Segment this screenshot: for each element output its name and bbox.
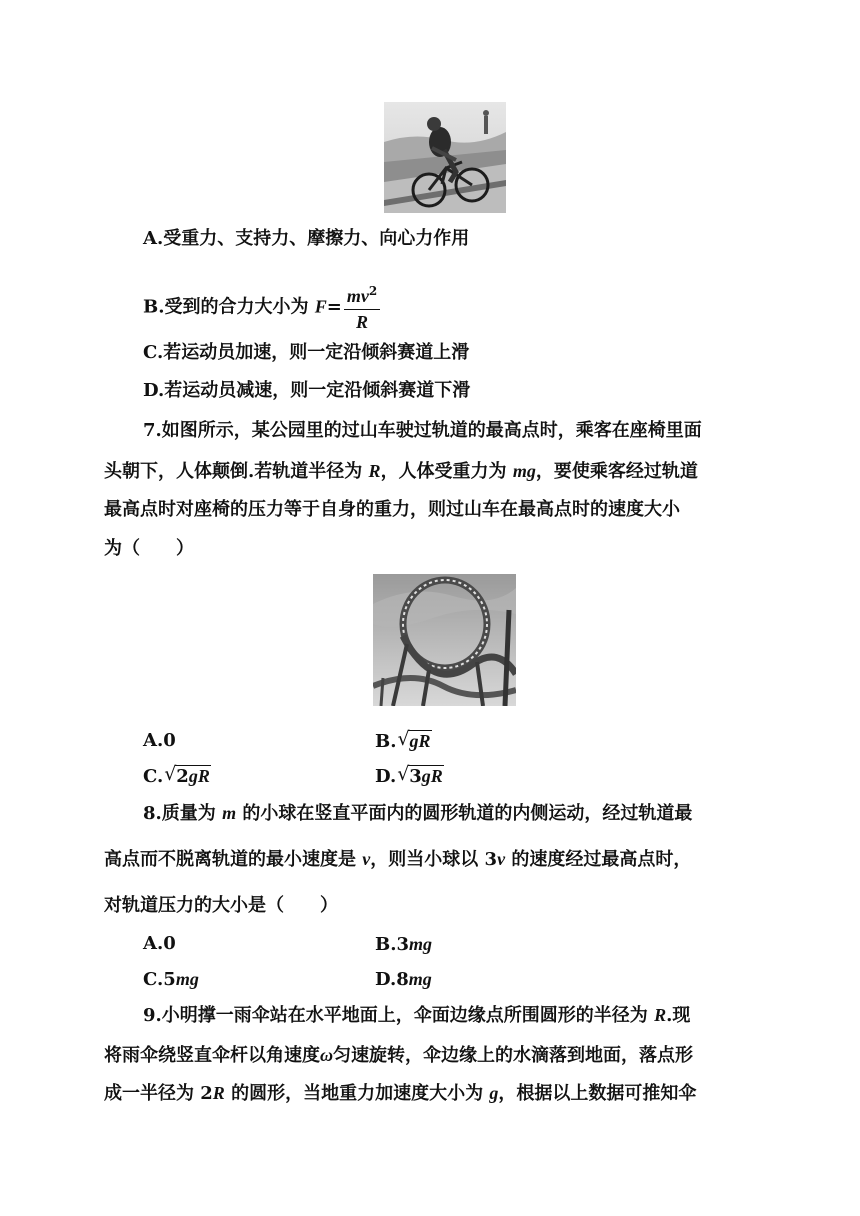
q9-omega-var: ω xyxy=(320,1045,334,1065)
q9-line3-c: ，根据以上数据可推知伞 xyxy=(498,1083,697,1104)
q9-line1-b: .现 xyxy=(666,1005,691,1026)
q7-option-c-sqrt xyxy=(164,765,211,788)
q6-option-b-equals: = xyxy=(326,296,342,318)
q8-stem-line1 xyxy=(143,802,692,825)
q6-frac-den: R xyxy=(356,312,369,332)
q6-option-a: A.受重力、支持力、摩擦力、向心力作用 xyxy=(143,228,470,249)
q7-stem-line3: 最高点时对座椅的压力等于自身的重力，则过山车在最高点时的速度大小 xyxy=(104,499,680,520)
q7-option-b-label: B. xyxy=(375,731,397,752)
q8-line2-b: ，则当小球以 3 xyxy=(370,849,498,870)
q9-gravity-var: g xyxy=(489,1083,499,1103)
q7-option-c-label: C. xyxy=(143,766,164,787)
q8-line1-a: 8.质量为 xyxy=(143,803,223,824)
q7-line2-c: ，要使乘客经过轨道 xyxy=(535,461,698,482)
q6-option-b-prefix: B.受到的合力大小为 xyxy=(143,296,315,318)
q7-option-b-sqrt xyxy=(397,730,431,753)
q9-radius-var: R xyxy=(654,1005,667,1025)
q8-option-d-var: mg xyxy=(408,969,432,989)
cyclist-photo xyxy=(384,102,506,213)
q8-option-c-var: mg xyxy=(175,969,199,989)
q8-option-c xyxy=(143,969,199,990)
q9-stem-line2 xyxy=(104,1044,693,1067)
q7-stem-line2 xyxy=(104,460,698,483)
q9-line2-a: 将雨伞绕竖直伞杆以角速度 xyxy=(104,1045,320,1066)
q7-option-d xyxy=(375,765,444,788)
q8-line1-b: 的小球在竖直平面内的圆形轨道的内侧运动，经过轨道最 xyxy=(236,803,693,824)
q8-options-row1 xyxy=(143,933,433,955)
q7-option-d-sqrt xyxy=(397,765,444,788)
q8-option-a: A.0 xyxy=(143,933,176,954)
q7-option-d-label: D. xyxy=(375,766,397,787)
q6-option-d: D.若运动员减速，则一定沿倾斜赛道下滑 xyxy=(143,380,471,401)
q6-option-b xyxy=(143,280,380,332)
q6-frac-num-sup: 2 xyxy=(368,284,378,298)
q8-line2-a: 高点而不脱离轨道的最小速度是 xyxy=(104,849,363,870)
q8-stem-line2 xyxy=(104,848,691,871)
q7-line2-a: 头朝下，人体颠倒.若轨道半径为 xyxy=(104,461,369,482)
q7-option-d-coef: 3 xyxy=(409,766,422,787)
q7-line2-b: ，人体受重力为 xyxy=(380,461,513,482)
q8-speed-var: v xyxy=(362,849,371,869)
q7-options-row2 xyxy=(143,765,443,788)
q7-option-a: A.0 xyxy=(143,730,176,751)
q7-stem-line4: 为（ ） xyxy=(104,538,194,559)
q9-line2-b: 匀速旋转，伞边缘上的水滴落到地面，落点形 xyxy=(333,1045,694,1066)
q6-option-c: C.若运动员加速，则一定沿倾斜赛道上滑 xyxy=(143,342,470,363)
q7-option-c xyxy=(143,766,211,787)
q8-stem-line3: 对轨道压力的大小是（ ） xyxy=(104,895,338,916)
q8-option-b-var: mg xyxy=(409,934,433,954)
q7-options-row1 xyxy=(143,730,431,752)
q6-frac-num-v: v xyxy=(360,286,369,306)
q9-line1-a: 9.小明撑一雨伞站在水平地面上，伞面边缘点所围圆形的半径为 xyxy=(143,1005,655,1026)
q9-stem-line1 xyxy=(143,1004,690,1027)
q6-option-b-force: F xyxy=(314,296,327,317)
q7-weight-var: mg xyxy=(512,461,536,481)
q6-frac-num-m: m xyxy=(346,286,361,306)
q9-radius-var-2: R xyxy=(212,1083,225,1103)
roller-coaster-photo xyxy=(373,574,516,706)
q9-line3-a: 成一半径为 2 xyxy=(104,1083,213,1104)
q6-option-b-fraction xyxy=(344,280,380,335)
q7-radius-var: R xyxy=(368,461,381,481)
q7-option-d-radicand: gR xyxy=(421,766,443,786)
q8-speed-var-2: v xyxy=(497,849,506,869)
q8-option-d-label: D.8 xyxy=(375,969,409,990)
q8-option-b xyxy=(375,933,432,956)
q8-option-c-label: C.5 xyxy=(143,969,176,990)
q9-stem-line3 xyxy=(104,1082,696,1105)
q8-mass-var: m xyxy=(222,803,237,823)
q7-option-b-radicand: gR xyxy=(409,731,431,751)
q7-option-c-coef: 2 xyxy=(176,766,189,787)
q7-stem-line1: 7.如图所示，某公园里的过山车驶过轨道的最高点时，乘客在座椅里面 xyxy=(143,420,702,441)
q8-option-d xyxy=(375,968,432,991)
q8-option-b-label: B.3 xyxy=(375,934,410,955)
q7-option-b xyxy=(375,730,432,753)
q9-line3-b: 的圆形，当地重力加速度大小为 xyxy=(224,1083,490,1104)
q8-options-row2 xyxy=(143,968,432,991)
q8-line2-c: 的速度经过最高点时， xyxy=(505,849,692,870)
q7-option-c-radicand: gR xyxy=(188,766,210,786)
